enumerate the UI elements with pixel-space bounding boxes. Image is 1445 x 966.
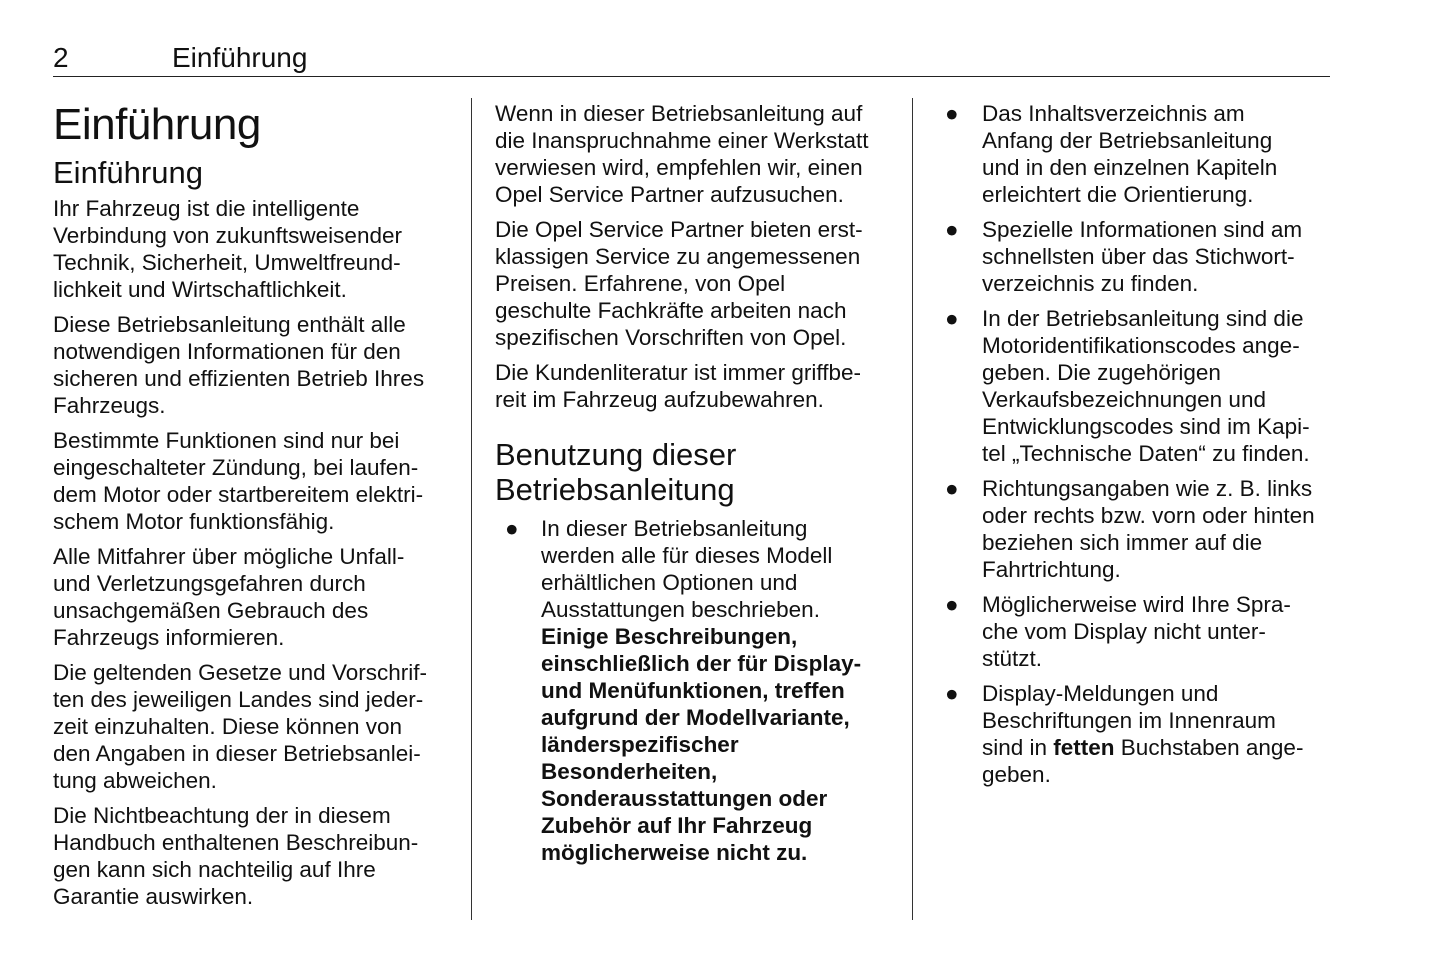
page-number: 2: [53, 42, 69, 73]
running-section-title: Einführung: [172, 42, 308, 73]
list-item-text: Spezielle Informationen sind am schnellsten über das Stichwort- verzeichnis zu finden.: [982, 217, 1303, 296]
bullet-icon: ●: [945, 681, 959, 706]
list-item-text: In der Betriebsanleitung sind die Motoridentifikationscodes ange- geben. Die zugehörigen Verkaufsbezeichnungen und Entwicklungscodes sind im Kapi- tel „Technische Daten“ zu finden.: [982, 306, 1310, 466]
paragraph: Ihr Fahrzeug ist die intelligente Verbindung von zukunftsweisender Technik, Sicherheit, Umweltfreund- lichkeit und Wirtschaftlichkeit.: [53, 196, 402, 302]
bullet-icon: ●: [505, 516, 519, 541]
paragraph: Bestimmte Funktionen sind nur bei eingeschalteter Zündung, bei laufen- dem Motor oder startbereitem elektri- schem Motor funktionsfähig.: [53, 428, 424, 534]
column-divider: [471, 98, 472, 920]
list-item: [945, 305, 1335, 467]
bullet-list: [495, 515, 895, 866]
list-item-text: Richtungsangaben wie z. B. links oder rechts bzw. vorn oder hinten beziehen sich immer auf die Fahrtrichtung.: [982, 476, 1315, 582]
column-3: [945, 100, 1335, 796]
list-item-text: Das Inhaltsverzeichnis am Anfang der Betriebsanleitung und in den einzelnen Kapiteln erleichtert die Orientierung.: [982, 101, 1278, 207]
paragraph: Alle Mitfahrer über mögliche Unfall- und Verletzungsgefahren durch unsachgemäßen Gebrauch des Fahrzeugs informieren.: [53, 544, 405, 650]
column-divider: [912, 98, 913, 920]
list-item-text: Buchstaben ange- geben.: [982, 735, 1304, 787]
list-item-text: Display-Meldungen und Beschriftungen im Innenraum sind in: [982, 681, 1276, 760]
column-2: [495, 100, 895, 874]
bullet-icon: ●: [945, 101, 959, 126]
bullet-icon: ●: [945, 306, 959, 331]
list-item-bold-text: Einige Beschreibungen, einschließlich der für Display- und Menüfunktionen, treffen aufgrund der Modellvariante, länderspezifischer Besonderheiten, Sonderausstattungen oder Zubehör auf Ihr Fahrzeug möglicherweise nicht zu.: [541, 624, 862, 865]
paragraph: Die Kundenliteratur ist immer griffbe- reit im Fahrzeug aufzubewahren.: [495, 360, 861, 412]
bold-word: fetten: [1053, 735, 1115, 760]
section-heading: Benutzung dieser Betriebsanleitung: [495, 437, 737, 507]
list-item: [945, 100, 1335, 208]
bullet-icon: ●: [945, 476, 959, 501]
list-item: [495, 515, 895, 866]
list-item: [945, 216, 1335, 297]
paragraph: Wenn in dieser Betriebsanleitung auf die Inanspruchnahme einer Werkstatt verwiesen wird, empfehlen wir, einen Opel Service Partner aufzusuchen.: [495, 101, 869, 207]
list-item-text: Möglicherweise wird Ihre Spra- che vom Display nicht unter- stützt.: [982, 592, 1291, 671]
list-item: [945, 680, 1335, 788]
list-item: [945, 591, 1335, 672]
bullet-icon: ●: [945, 217, 959, 242]
chapter-title: Einführung: [53, 100, 261, 149]
list-item: [945, 475, 1335, 583]
bullet-list: [945, 100, 1335, 788]
list-item-text: In dieser Betriebsanleitung werden alle für dieses Modell erhältlichen Optionen und Ausstattungen beschrieben.: [541, 516, 833, 622]
paragraph: Die Nichtbeachtung der in diesem Handbuch enthaltenen Beschreibun- gen kann sich nachteilig auf Ihre Garantie auswirken.: [53, 803, 419, 909]
paragraph: Die geltenden Gesetze und Vorschrif- ten des jeweiligen Landes sind jeder- zeit einzuhalten. Diese können von den Angaben in dieser Betriebsanlei- tung abweichen.: [53, 660, 427, 793]
paragraph: Die Opel Service Partner bieten erst- klassigen Service zu angemessenen Preisen. Erfahrene, von Opel geschulte Fachkräfte arbeiten nach spezifischen Vorschriften von Opel.: [495, 217, 863, 350]
bullet-icon: ●: [945, 592, 959, 617]
paragraph: Diese Betriebsanleitung enthält alle notwendigen Informationen für den sicheren und effizienten Betrieb Ihres Fahrzeugs.: [53, 312, 425, 418]
page-header: [53, 42, 1330, 77]
column-1: [53, 98, 458, 918]
section-title: Einführung: [53, 155, 203, 190]
